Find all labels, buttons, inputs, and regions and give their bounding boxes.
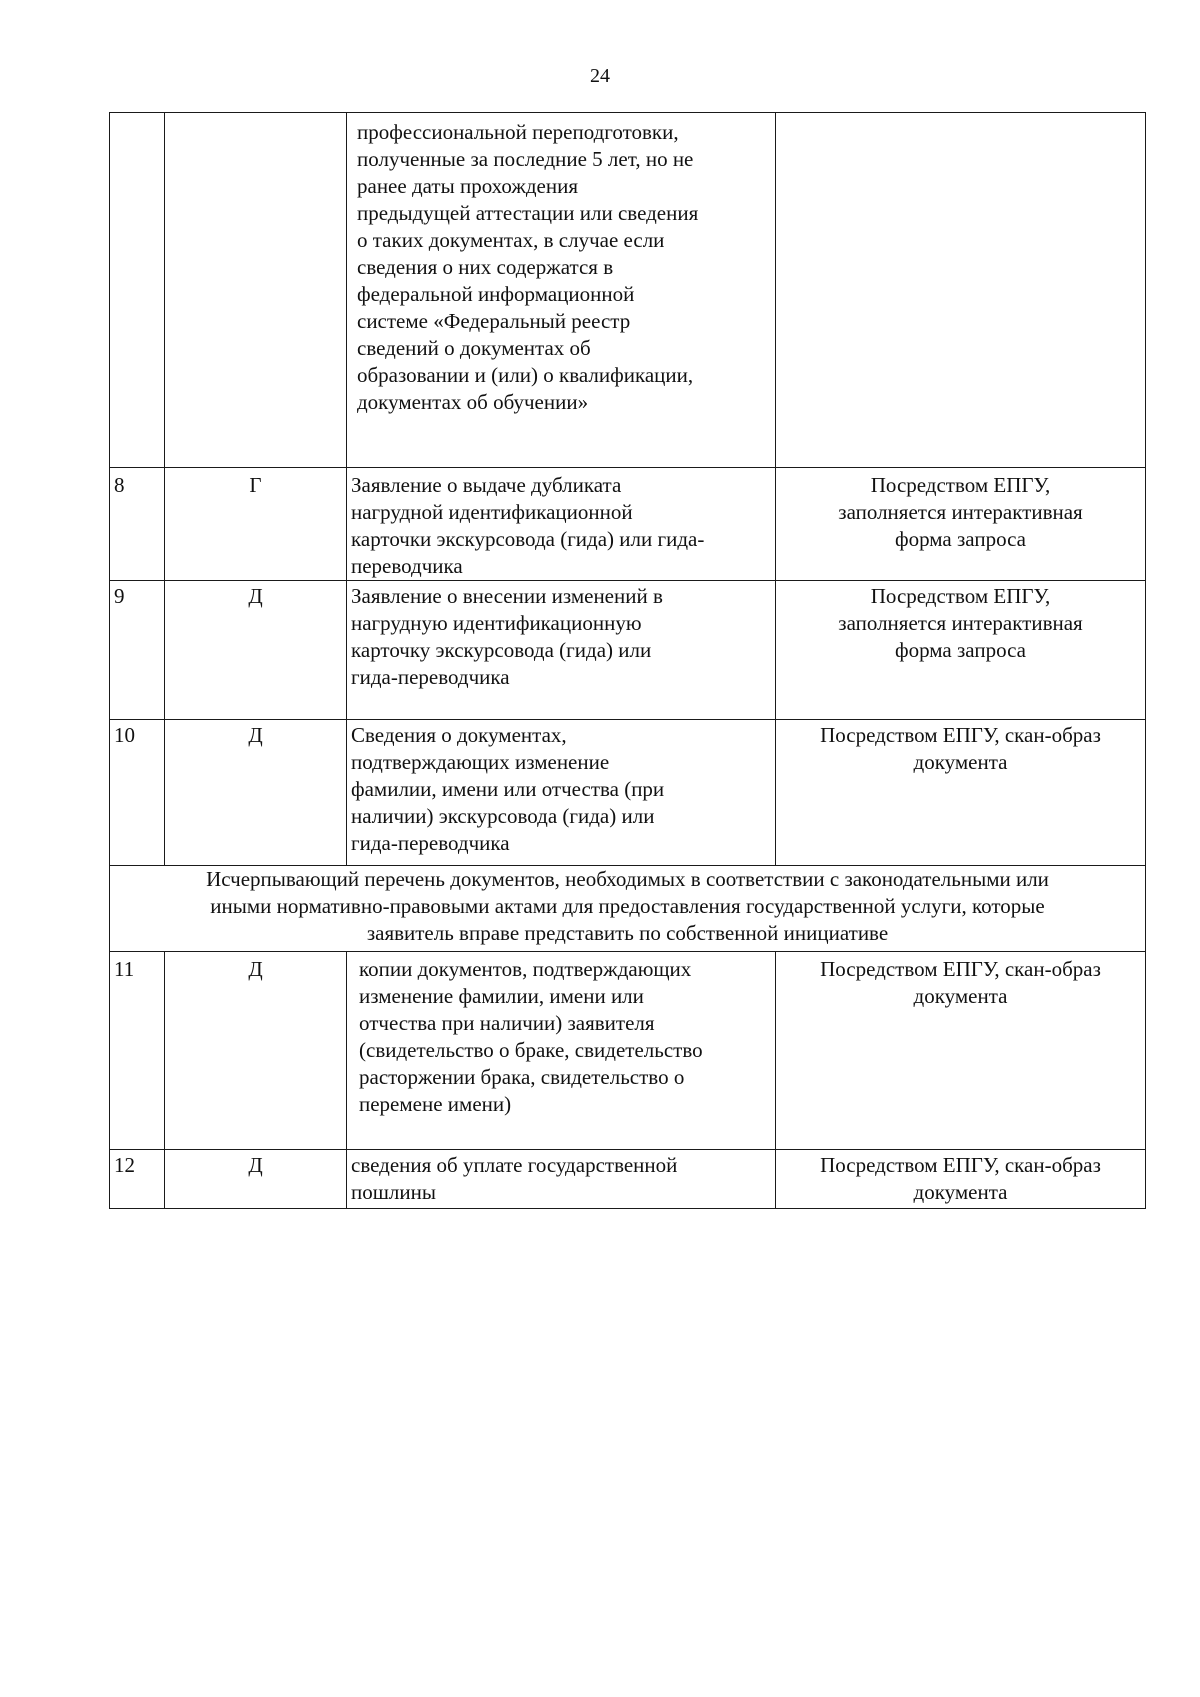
- row-number: 12: [110, 1150, 165, 1209]
- row-number: 10: [110, 720, 165, 866]
- row-number: [110, 113, 165, 468]
- row-method: Посредством ЕПГУ, скан-образ документа: [776, 720, 1146, 866]
- row-code: [165, 113, 347, 468]
- row-code: Д: [165, 1150, 347, 1209]
- row-description: Заявление о выдаче дубликата нагрудной идентификационной карточки экскурсовода (гида) или гида- переводчика: [347, 468, 776, 581]
- row-code: Д: [165, 581, 347, 720]
- documents-table: [109, 112, 1146, 1209]
- row-method: Посредством ЕПГУ, скан-образ документа: [776, 952, 1146, 1150]
- row-method: Посредством ЕПГУ, скан-образ документа: [776, 1150, 1146, 1209]
- table-row: [110, 468, 1146, 581]
- row-code: Г: [165, 468, 347, 581]
- row-code: Д: [165, 952, 347, 1150]
- row-description: Заявление о внесении изменений в нагрудную идентификационную карточку экскурсовода (гида) или гида-переводчика: [347, 581, 776, 720]
- row-description: сведения об уплате государственной пошлины: [347, 1150, 776, 1209]
- row-method: Посредством ЕПГУ, заполняется интерактивная форма запроса: [776, 581, 1146, 720]
- table-row: [110, 1150, 1146, 1209]
- row-code: Д: [165, 720, 347, 866]
- table-row: [110, 113, 1146, 468]
- row-description: копии документов, подтверждающих изменение фамилии, имени или отчества при наличии) заявителя (свидетельство о браке, свидетельство расторжении брака, свидетельство о перемене имени): [347, 952, 776, 1150]
- table-row: [110, 952, 1146, 1150]
- row-method: Посредством ЕПГУ, заполняется интерактивная форма запроса: [776, 468, 1146, 581]
- row-description: Сведения о документах, подтверждающих изменение фамилии, имени или отчества (при наличии) экскурсовода (гида) или гида-переводчика: [347, 720, 776, 866]
- table-row: [110, 720, 1146, 866]
- row-method: [776, 113, 1146, 468]
- section-row: [110, 866, 1146, 952]
- section-header: Исчерпывающий перечень документов, необходимых в соответствии с законодательными или иными нормативно-правовыми актами для предоставления государственной услуги, которые заявитель вправе представить по собственной инициативе: [110, 866, 1146, 952]
- row-description: профессиональной переподготовки, полученные за последние 5 лет, но не ранее даты прохождения предыдущей аттестации или сведения о таких документах, в случае если сведения о них содержатся в федеральной информационной системе «Федеральный реестр сведений о документах об образовании и (или) о квалификации, документах об обучении»: [347, 113, 776, 468]
- page-number: 24: [590, 65, 610, 87]
- row-number: 9: [110, 581, 165, 720]
- table-row: [110, 581, 1146, 720]
- row-number: 8: [110, 468, 165, 581]
- row-number: 11: [110, 952, 165, 1150]
